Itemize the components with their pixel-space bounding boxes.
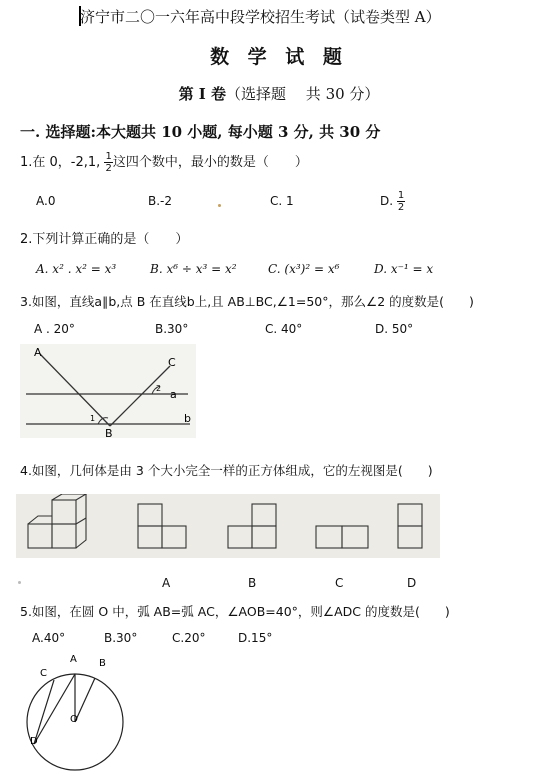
label-angle1: 1 bbox=[90, 414, 96, 423]
q1-fraction bbox=[104, 151, 112, 174]
segment-dc bbox=[34, 680, 54, 744]
q5-stem: 5.如图，在圆 O 中，弧 AB=弧 AC，∠AOB=40°，则∠ADC 的度数是( ) bbox=[20, 604, 450, 619]
q1-frac-den: 2 bbox=[105, 163, 112, 174]
view-d-bottom bbox=[398, 526, 422, 548]
cube-front-left bbox=[28, 524, 52, 548]
q1-opt-b: B.-2 bbox=[148, 194, 173, 208]
subject-title: 数 学 试 题 bbox=[210, 46, 348, 68]
q5-opt-b: B.30° bbox=[104, 631, 138, 645]
view-a-top bbox=[138, 504, 162, 526]
view-b-top bbox=[252, 504, 276, 526]
q3-opt-b: B.30° bbox=[155, 322, 189, 336]
segment-ob bbox=[75, 678, 95, 722]
view-c-left bbox=[316, 526, 342, 548]
q3-figure bbox=[20, 344, 196, 438]
q3-opt-d: D. 50° bbox=[375, 322, 414, 336]
q1-opt-d-fraction bbox=[397, 190, 405, 213]
view-a bbox=[138, 504, 186, 548]
q2-opt-b: B. x⁶ ÷ x³ = x² bbox=[150, 262, 237, 276]
q1-stem-b: 这四个数中，最小的数是（ ） bbox=[112, 155, 308, 170]
q5-figure-svg bbox=[20, 650, 150, 772]
label-a: a bbox=[170, 388, 177, 401]
label-C: C bbox=[168, 356, 176, 369]
label-B: B bbox=[105, 427, 113, 438]
q5-opt-a: A.40° bbox=[32, 631, 66, 645]
ink-dot bbox=[218, 204, 221, 207]
exam-title: 济宁市二〇一六年高中段学校招生考试（试卷类型 A） bbox=[80, 8, 441, 26]
section-title: 一. 选择题:本大题共 10 小题, 每小题 3 分, 共 30 分 bbox=[20, 123, 381, 141]
q1-stem-a: 1.在 0，-2,1, bbox=[20, 155, 101, 170]
q4-label-a: A bbox=[162, 576, 171, 590]
q1-opt-a: A.0 bbox=[36, 194, 56, 208]
q5-opt-d: D.15° bbox=[238, 631, 273, 645]
view-a-bottom-right bbox=[162, 526, 186, 548]
label-B: B bbox=[99, 658, 106, 669]
q1-opt-d bbox=[380, 190, 405, 213]
q4-figure-svg bbox=[16, 494, 440, 558]
q1-frac-num: 1 bbox=[105, 151, 112, 162]
view-a-bottom-left bbox=[138, 526, 162, 548]
edge-mid-right bbox=[76, 518, 86, 524]
view-b-bottom-right bbox=[252, 526, 276, 548]
volume-rest: （选择题 共 30 分） bbox=[226, 85, 380, 103]
solid-drawing bbox=[28, 494, 86, 548]
label-C: C bbox=[40, 668, 47, 679]
q4-stem: 4.如图，几何体是由 3 个大小完全一样的正方体组成，它的左视图是( ) bbox=[20, 463, 433, 478]
q1-opt-d-label: D. bbox=[380, 194, 394, 208]
volume-title bbox=[0, 83, 558, 104]
view-d-top bbox=[398, 504, 422, 526]
q3-opt-c: C. 40° bbox=[265, 322, 303, 336]
label-angle2: 2 bbox=[156, 384, 162, 393]
q2-stem: 2.下列计算正确的是（ ） bbox=[20, 232, 189, 247]
q1-opt-d-den: 2 bbox=[397, 202, 405, 213]
view-c-right bbox=[342, 526, 368, 548]
label-b: b bbox=[184, 412, 191, 425]
q2-opt-c: C. (x³)² = x⁶ bbox=[268, 262, 340, 276]
label-A: A bbox=[34, 346, 42, 359]
segment-bc bbox=[110, 366, 170, 426]
q2-opt-d: D. x⁻¹ = x bbox=[374, 262, 434, 276]
q2-opt-a: A. x² . x² = x³ bbox=[36, 262, 117, 276]
label-A: A bbox=[70, 654, 77, 665]
segment-ab bbox=[40, 354, 110, 426]
q5-figure bbox=[20, 650, 150, 772]
q3-figure-svg bbox=[20, 344, 196, 438]
q4-figure bbox=[16, 494, 440, 558]
edge-top-top bbox=[52, 494, 86, 500]
view-b bbox=[228, 504, 276, 548]
cube-top bbox=[52, 500, 76, 524]
view-b-bottom-left bbox=[228, 526, 252, 548]
cube-front-right bbox=[52, 524, 76, 548]
edge-left-top bbox=[28, 516, 52, 524]
label-D: D bbox=[30, 736, 38, 747]
view-c bbox=[316, 526, 368, 548]
label-O: O bbox=[70, 714, 78, 725]
q3-opt-a: A . 20° bbox=[34, 322, 75, 336]
segment-da bbox=[34, 674, 75, 744]
volume-bold: 第 I 卷 bbox=[178, 85, 227, 103]
q4-label-c: C bbox=[335, 576, 344, 590]
q1-stem bbox=[20, 151, 308, 174]
ink-dot bbox=[18, 581, 21, 584]
q1-opt-c: C. 1 bbox=[270, 194, 294, 208]
q5-opt-c: C.20° bbox=[172, 631, 206, 645]
q3-stem: 3.如图，直线a∥b,点 B 在直线b上,且 AB⊥BC,∠1=50°，那么∠2 的度数是( ) bbox=[20, 294, 474, 309]
q1-opt-d-num: 1 bbox=[397, 190, 405, 201]
q4-label-b: B bbox=[248, 576, 257, 590]
view-d bbox=[398, 504, 422, 548]
q4-label-d: D bbox=[407, 576, 417, 590]
